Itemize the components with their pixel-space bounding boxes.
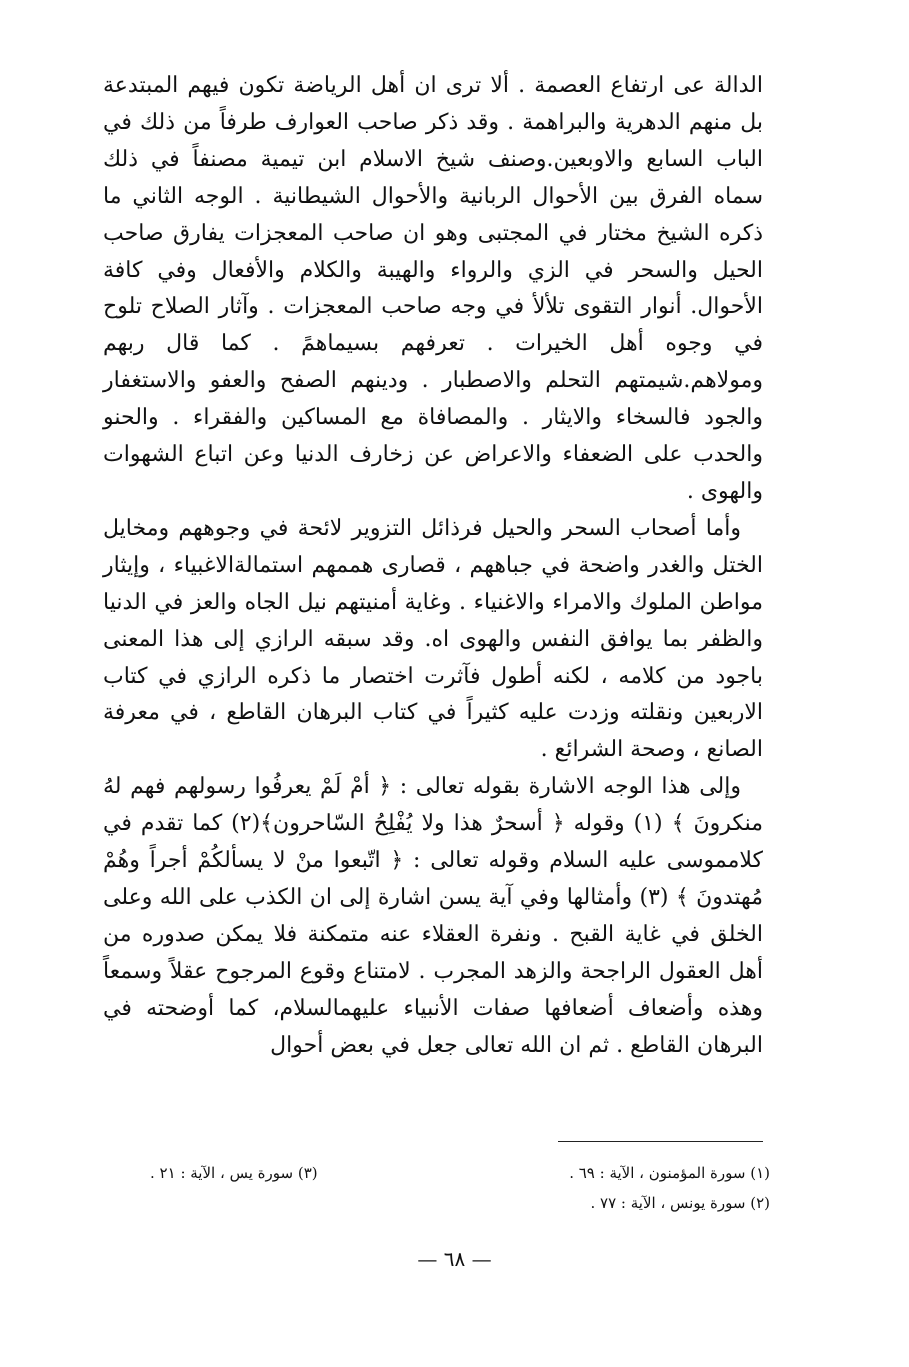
paragraph-2: وأما أصحاب السحر والحيل فرذائل التزوير لائحة في وجوههم ومخايل الختل والغدر واضحة في جباههم ، قصارى هممهم استمالةالاغبياء ، وإيثار مواطن الملوك والامراء والاغنياء . وغاية أمنيتهم نيل الجاه والعز في الدنيا والظفر بما يوافق النفس والهوى اه. وقد سبقه الرازي إلى هذا المعنى باجود من كلامه ، لكنه أطول فآثرت اختصار ما ذكره الرازي في كتاب الاربعين ونقلته وزدت عليه كثيراً في كتاب البرهان القاطع ، في معرفة الصانع ، وصحة الشرائع . [103,515,763,763]
main-text [103,68,763,1064]
footnote-1: (١) سورة المؤمنون ، الآية : ٦٩ . [569,1164,770,1182]
page-number: — ٦٨ — [417,1247,492,1271]
paragraph-3: وإلى هذا الوجه الاشارة بقوله تعالى : ﴿ أمْ لَمْ يعرفُوا رسولهم فهم لهُ منكرونَ ﴾ (١) وقوله ﴿ أسحرٌ هذا ولا يُفْلِحُ السّاحرون﴾(٢) كما تقدم في كلامموسى عليه السلام وقوله تعالى : ﴿ اتّبعوا منْ لا يسألكُمْ أجراً وهُمْ مُهتدونَ ﴾ (٣) وأمثالها وفي آية يسن اشارة إلى ان الكذب على الله وعلى الخلق في غاية القبح . ونفرة العقلاء عنه متمكنة فلا يمكن صدوره من أهل العقول الراجحة والزهد المجرب . لامتناع وقوع المرجوح عقلاً وسمعاً وهذه وأضعاف أضعافها صفات الأنبياء عليهمالسلام، كما أوضحته في البرهان القاطع . ثم ان الله تعالى جعل في بعض أحوال [103,774,764,1058]
footnote-3: (٣) سورة يس ، الآية : ٢١ . [150,1164,318,1182]
footnote-divider [558,1141,763,1142]
footnote-2: (٢) سورة يونس ، الآية : ٧٧ . [590,1194,770,1212]
paragraph-1: الدالة عى ارتفاع العصمة . ألا ترى ان أهل الرياضة تكون فيهم المبتدعة بل منهم الدهرية والبراهمة . وقد ذكر صاحب العوارف طرفاً من ذلك في الباب السابع والاوبعين.وصنف شيخ الاسلام ابن تيمية مصنفاً في ذلك سماه الفرق بين الأحوال الربانية والأحوال الشيطانية . الوجه الثاني ما ذكره الشيخ مختار في المجتبى وهو ان صاحب المعجزات يفارق صاحب الحيل والسحر في الزي والرواء والهيبة والكلام والأفعال وفي كافة الأحوال. أنوار التقوى تلألأ في وجه صاحب المعجزات . وآثار الصلاح تلوح في وجوه أهل الخيرات . تعرفهم بسيماهمً . كما قال ربهم ومولاهم.شيمتهم التحلم والاصطبار . ودينهم الصفح والعفو والاستغفار والجود فالسخاء والايثار . والمصافاة مع المساكين والفقراء . والحنو والحدب على الضعفاء والاعراض عن زخارف الدنيا وعن اتباع الشهوات والهوى . [103,73,763,504]
